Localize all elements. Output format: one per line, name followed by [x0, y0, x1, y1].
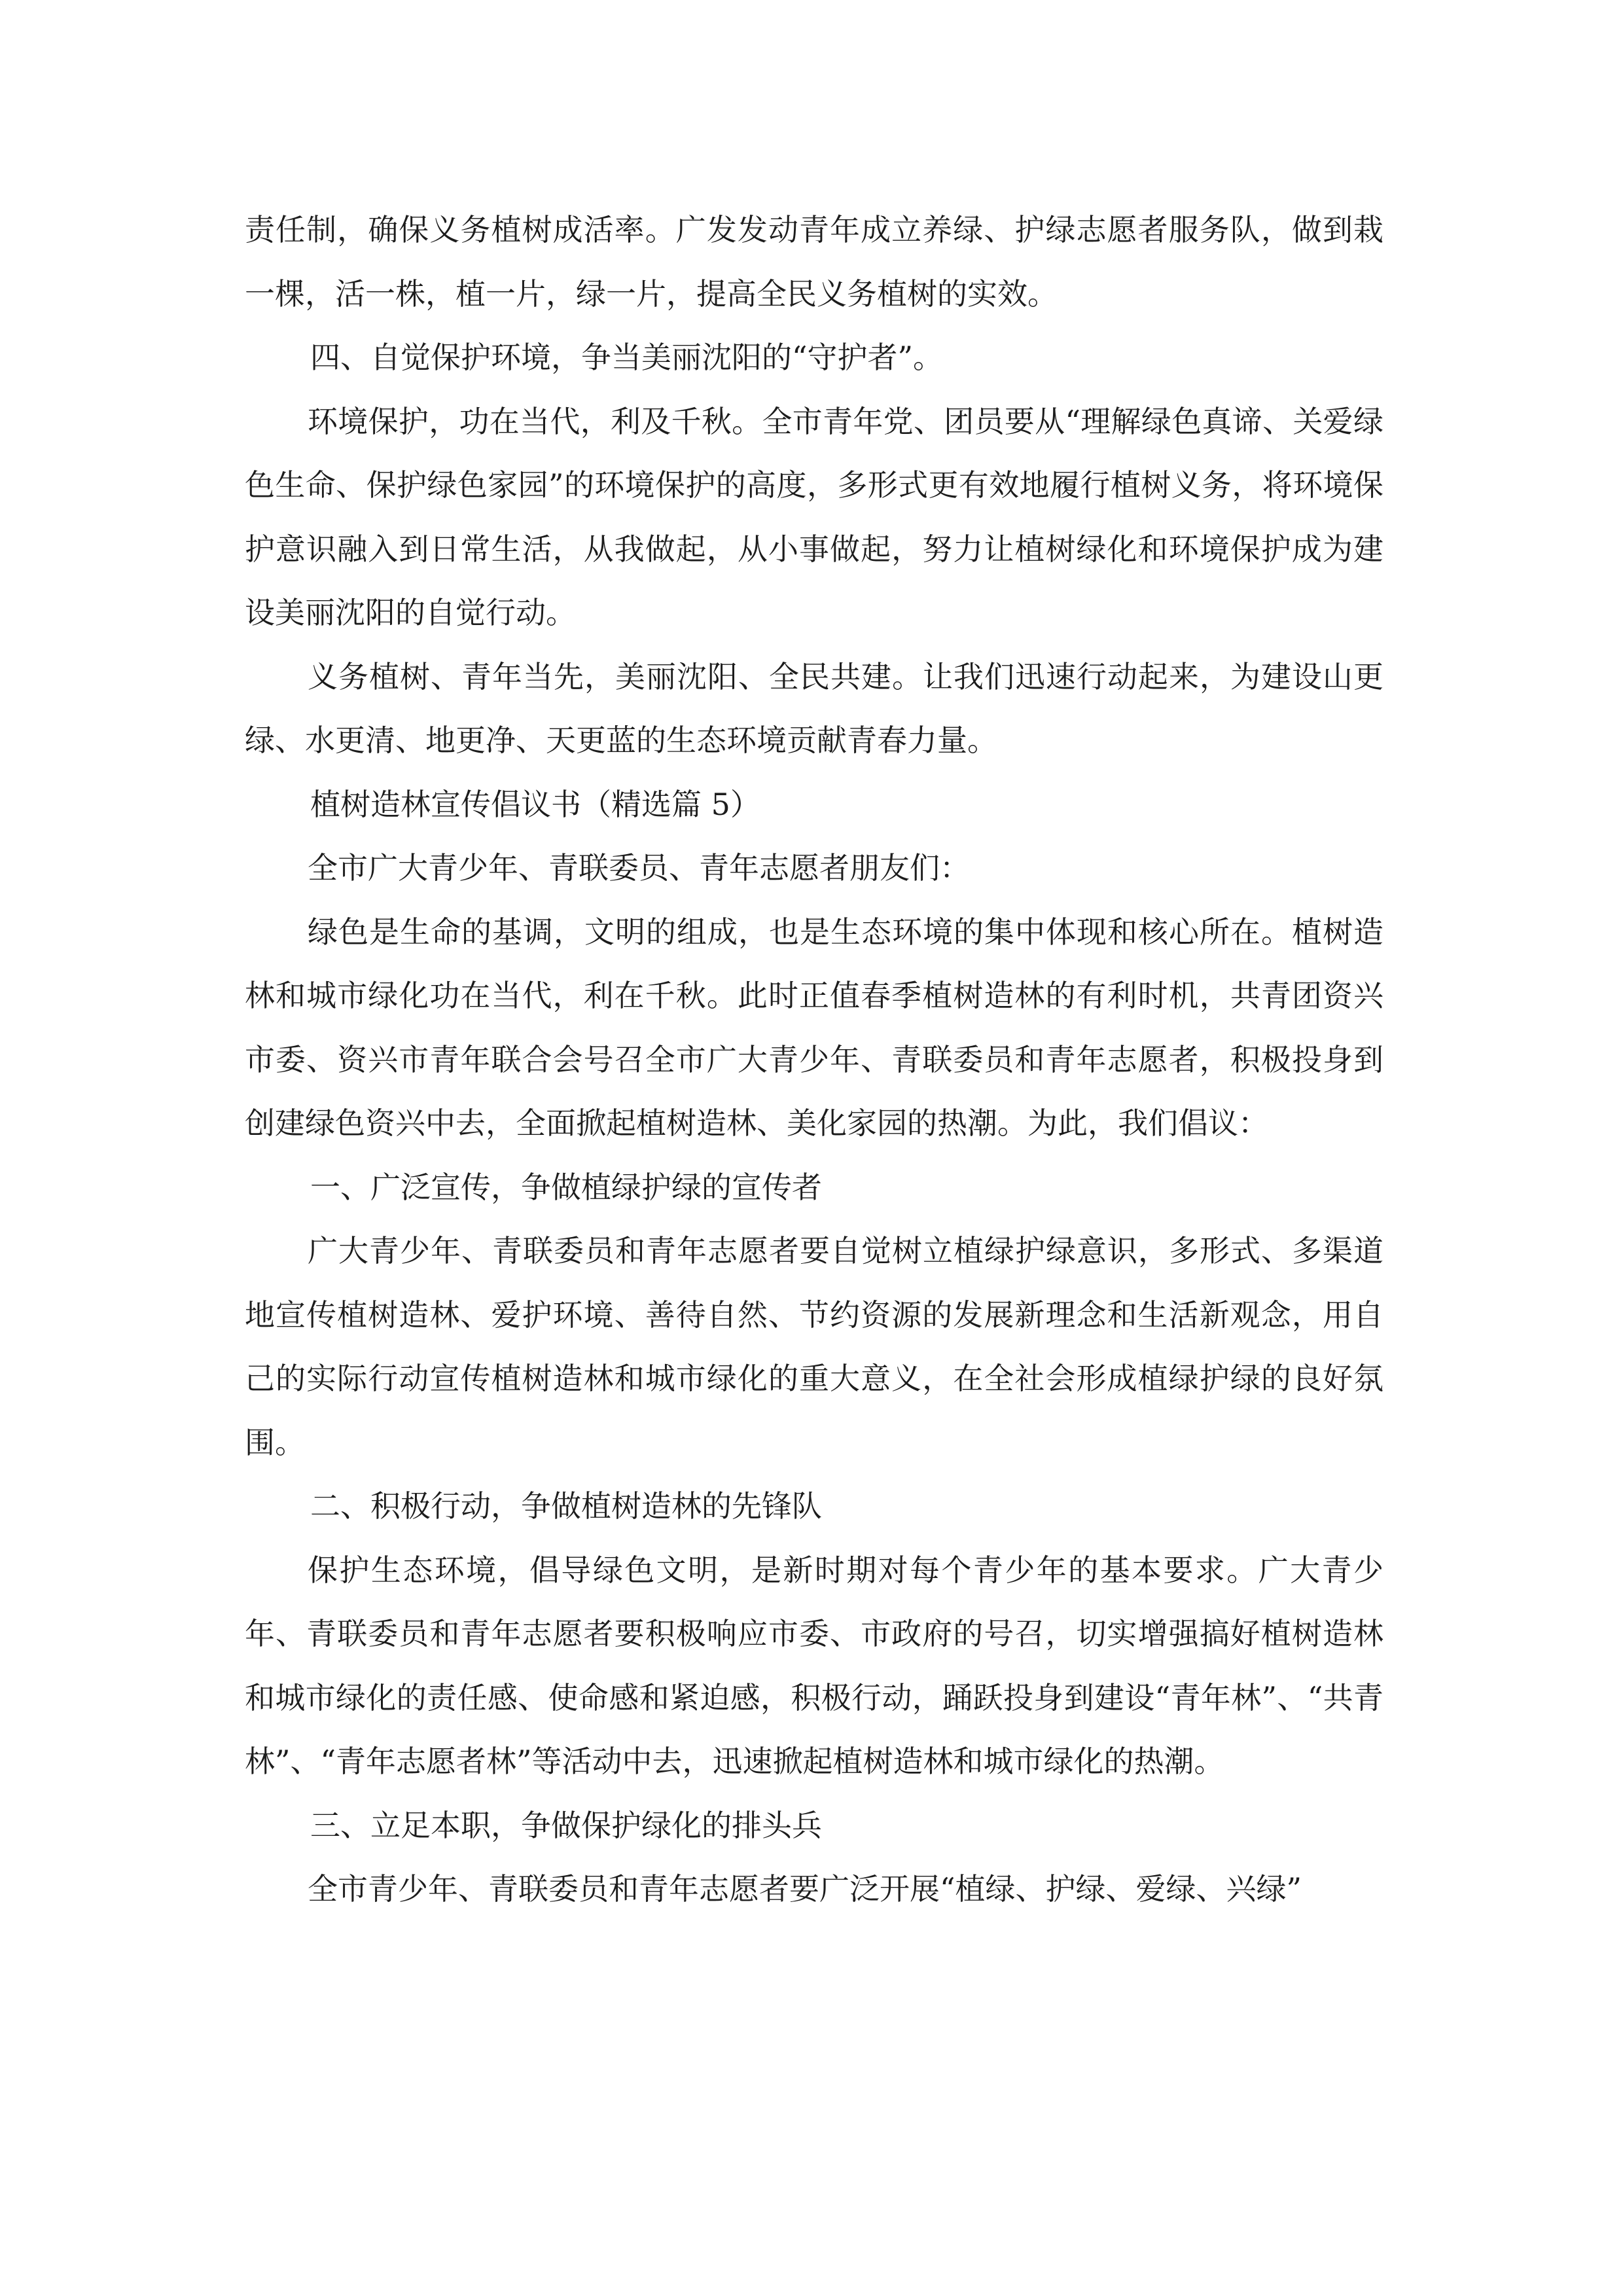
section-heading-three: 三、立足本职，争做保护绿化的排头兵	[310, 1807, 822, 1843]
article-title: 植树造林宣传倡议书（精选篇 5）	[310, 786, 760, 822]
section-heading-four: 四、自觉保护环境，争当美丽沈阳的“守护者”。	[310, 340, 944, 375]
paragraph-call-to-action: 义务植树、青年当先，美丽沈阳、全民共建。让我们迅速行动起来，为建设山更绿、水更清、地更净、天更蓝的生态环境贡献青春力量。	[245, 658, 1383, 758]
document-body	[245, 198, 1383, 1922]
section-heading-one: 一、广泛宣传，争做植绿护绿的宣传者	[310, 1169, 822, 1205]
section-heading-two: 二、积极行动，争做植树造林的先锋队	[310, 1488, 822, 1524]
paragraph-environment-protection: 环境保护，功在当代，利及千秋。全市青年党、团员要从“理解绿色真谛、关爱绿色生命、保护绿色家园”的环境保护的高度，多形式更有效地履行植树义务，将环境保护意识融入到日常生活，从我做起，从小事做起，努力让植树绿化和环境保护成为建设美丽沈阳的自觉行动。	[245, 403, 1383, 630]
paragraph-publicity: 广大青少年、青联委员和青年志愿者要自觉树立植绿护绿意识，多形式、多渠道地宣传植树造林、爱护环境、善待自然、节约资源的发展新理念和生活新观念，用自己的实际行动宣传植树造林和城市绿化的重大意义，在全社会形成植绿护绿的良好氛围。	[245, 1233, 1383, 1460]
paragraph-intro: 绿色是生命的基调，文明的组成，也是生态环境的集中体现和核心所在。植树造林和城市绿化功在当代，利在千秋。此时正值春季植树造林的有利时机，共青团资兴市委、资兴市青年联合会号召全市广大青少年、青联委员和青年志愿者，积极投身到创建绿色资兴中去，全面掀起植树造林、美化家园的热潮。为此，我们倡议：	[245, 914, 1383, 1141]
paragraph-continuation: 责任制，确保义务植树成活率。广发发动青年成立养绿、护绿志愿者服务队，做到栽一棵，活一株，植一片，绿一片，提高全民义务植树的实效。	[245, 212, 1383, 312]
paragraph-action: 保护生态环境，倡导绿色文明，是新时期对每个青少年的基本要求。广大青少年、青联委员和青年志愿者要积极响应市委、市政府的号召，切实增强搞好植树造林和城市绿化的责任感、使命感和紧迫感，积极行动，踊跃投身到建设“青年林”、“共青林”、“青年志愿者林”等活动中去，迅速掀起植树造林和城市绿化的热潮。	[245, 1552, 1383, 1779]
salutation: 全市广大青少年、青联委员、青年志愿者朋友们：	[308, 850, 970, 886]
paragraph-duty: 全市青少年、青联委员和青年志愿者要广泛开展“植绿、护绿、爱绿、兴绿”	[308, 1871, 1302, 1907]
